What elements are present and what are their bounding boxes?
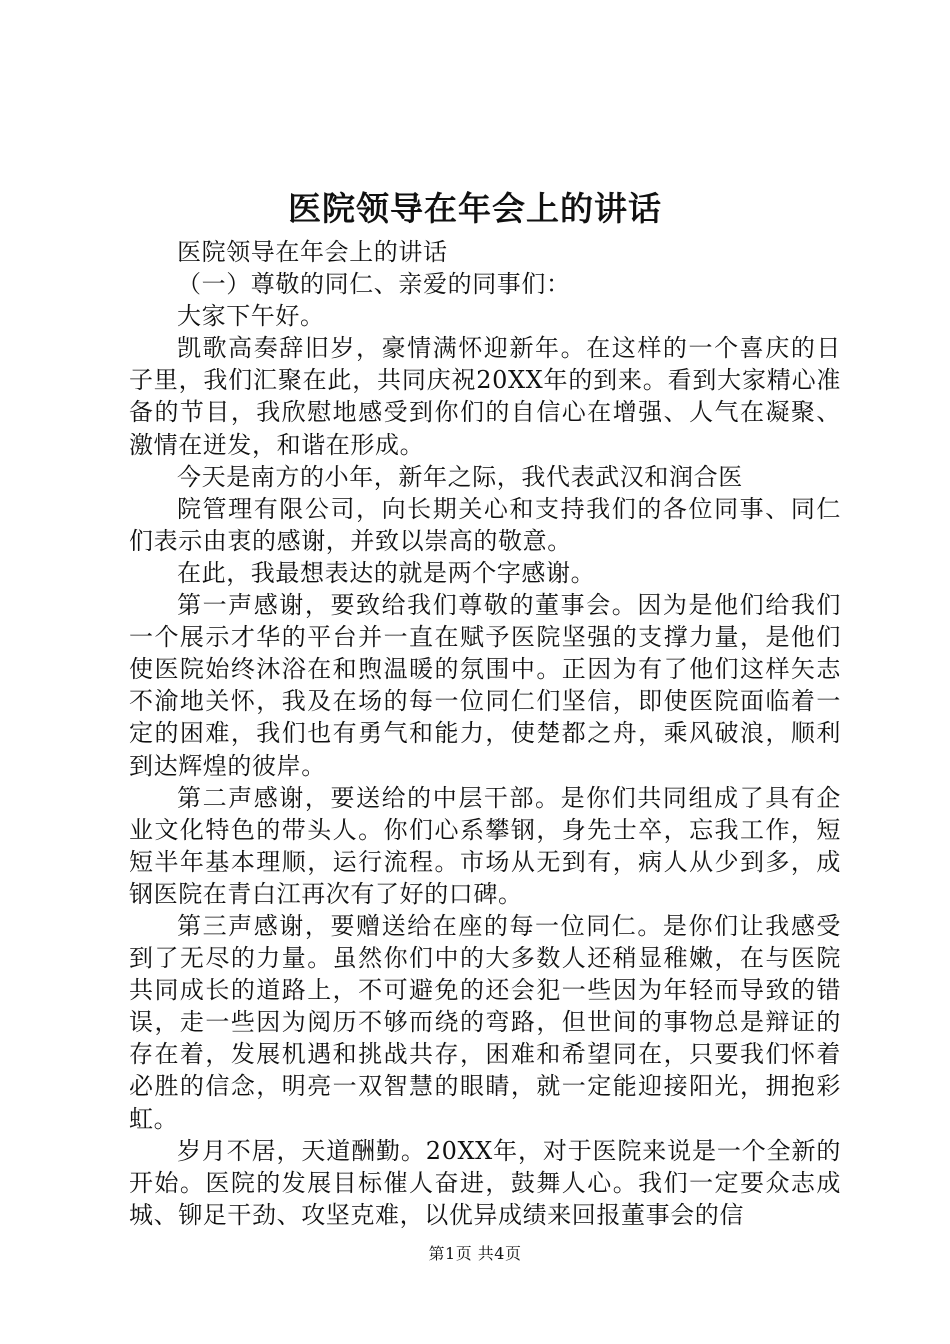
- paragraph: 岁月不居，天道酬勤。20XX年，对于医院来说是一个全新的开始。医院的发展目标催人奋进，鼓舞人心。我们一定要众志成城、铆足干劲、攻坚克难，以优异成绩来回报董事会的信: [129, 1136, 841, 1229]
- document-body: [129, 236, 841, 1231]
- paragraph: 大家下午好。: [177, 302, 325, 331]
- paragraph: 第一声感谢，要致给我们尊敬的董事会。因为是他们给我们一个展示才华的平台并一直在赋予医院坚强的支撑力量，是他们使医院始终沐浴在和煦温暖的氛围中。正因为有了他们这样矢志不渝地关怀，我及在场的每一位同仁们坚信，即使医院面临着一定的困难，我们也有勇气和能力，使楚都之舟，乘风破浪，顺利到达辉煌的彼岸。: [129, 591, 841, 780]
- paragraph: 院管理有限公司，向长期关心和支持我们的各位同事、同仁们表示由衷的感谢，并致以崇高的敬意。: [129, 494, 841, 555]
- document-title: 医院领导在年会上的讲话: [288, 189, 662, 228]
- paragraph: 第二声感谢，要送给的中层干部。是你们共同组成了具有企业文化特色的带头人。你们心系攀钢，身先士卒，忘我工作，短短半年基本理顺，运行流程。市场从无到有，病人从少到多，成钢医院在青白江再次有了好的口碑。: [129, 783, 841, 908]
- paragraph: 第三声感谢，要赠送给在座的每一位同仁。是你们让我感受到了无尽的力量。虽然你们中的大多数人还稍显稚嫩，在与医院共同成长的道路上，不可避免的还会犯一些因为年轻而导致的错误，走一些因为阅历不够而绕的弯路，但世间的事物总是辩证的存在着，发展机遇和挑战共存，困难和希望同在，只要我们怀着必胜的信念，明亮一双智慧的眼睛，就一定能迎接阳光，拥抱彩虹。: [129, 911, 841, 1133]
- page-number-footer: 第1页 共4页: [428, 1244, 522, 1263]
- paragraph: 医院领导在年会上的讲话: [177, 238, 448, 266]
- paragraph: 今天是南方的小年，新年之际，我代表武汉和润合医: [177, 462, 743, 491]
- paragraph: 在此，我最想表达的就是两个字感谢。: [177, 558, 596, 587]
- paragraph: （一）尊敬的同仁、亲爱的同事们：: [177, 270, 571, 299]
- paragraph: 凯歌高奏辞旧岁，豪情满怀迎新年。在这样的一个喜庆的日子里，我们汇聚在此，共同庆祝20XX年的到来。看到大家精心准备的节目，我欣慰地感受到你们的自信心在增强、人气在凝聚、激情在迸发，和谐在形成。: [129, 334, 841, 459]
